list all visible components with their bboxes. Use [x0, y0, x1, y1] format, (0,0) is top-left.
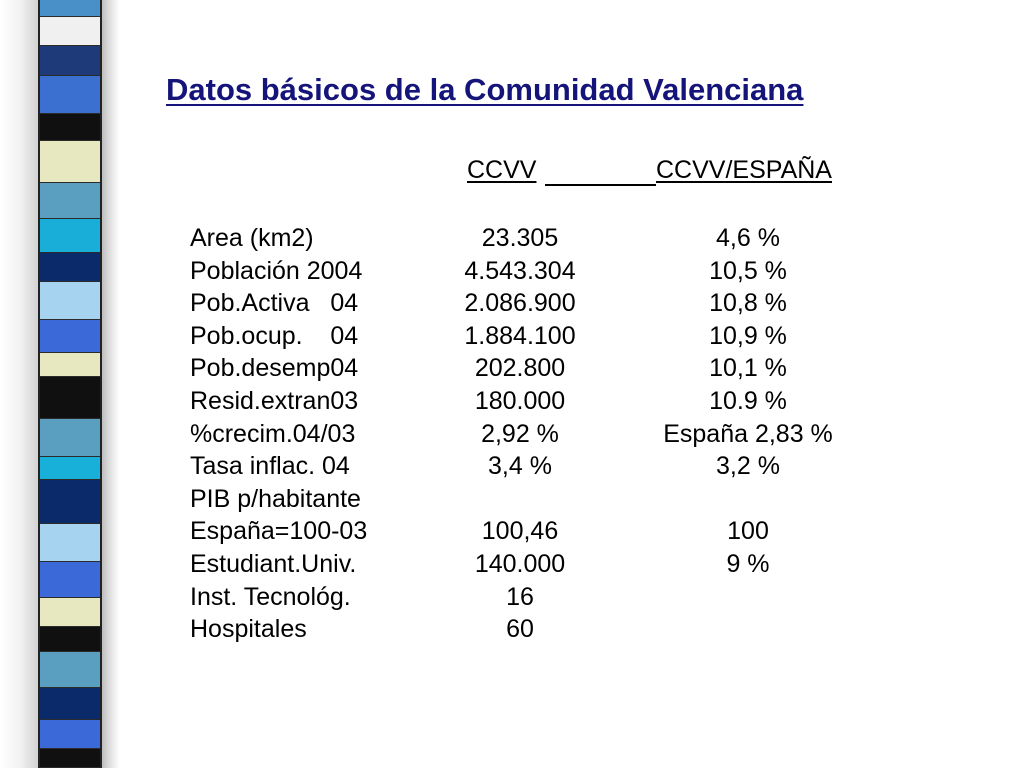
- strip-block: [40, 46, 100, 77]
- table-row: [190, 613, 910, 646]
- table-row: [190, 483, 910, 516]
- strip-block: [40, 720, 100, 749]
- strip-block: [40, 219, 100, 253]
- table-row: [190, 222, 910, 255]
- strip-block: [40, 114, 100, 141]
- strip-block: [40, 749, 100, 768]
- strip-block: [40, 627, 100, 652]
- table-row: [190, 287, 910, 320]
- table-row: [190, 450, 910, 483]
- table-row: [190, 581, 910, 614]
- column-header-ccvv-espana: CCVV/ESPAÑA: [656, 156, 832, 184]
- row-label: Inst. Tecnológ.: [190, 582, 351, 611]
- row-label: Tasa inflac. 04: [190, 452, 350, 481]
- slide-title: Datos básicos de la Comunidad Valenciana: [166, 72, 804, 107]
- row-label: Población 2004: [190, 256, 363, 285]
- ccvv-espana-value: 10,5 %: [709, 256, 787, 285]
- table-row: [190, 385, 910, 418]
- table-row: [190, 548, 910, 581]
- data-table: [190, 222, 910, 646]
- ccvv-value: 4.543.304: [464, 256, 576, 285]
- row-label: España=100-03: [190, 517, 368, 546]
- table-row: [190, 320, 910, 353]
- ccvv-value: 16: [506, 582, 534, 611]
- strip-block: [40, 282, 100, 320]
- ccvv-value: 1.884.100: [464, 321, 576, 350]
- strip-block: [40, 480, 100, 524]
- row-label: %crecim.04/03: [190, 419, 356, 448]
- strip-block: [40, 320, 100, 352]
- ccvv-espana-value: 9 %: [726, 549, 770, 578]
- ccvv-value: 180.000: [474, 386, 566, 415]
- table-row: [190, 515, 910, 548]
- ccvv-espana-value: 10,8 %: [709, 289, 787, 318]
- ccvv-espana-value: 10.9 %: [709, 386, 787, 415]
- row-label: Pob.Activa 04: [190, 289, 359, 318]
- row-label: Hospitales: [190, 615, 307, 644]
- strip-block: [40, 688, 100, 720]
- strip-block: [40, 457, 100, 480]
- table-row: [190, 418, 910, 451]
- ccvv-value: 60: [506, 615, 534, 644]
- strip-block: [40, 598, 100, 627]
- ccvv-value: 3,4 %: [488, 452, 552, 481]
- strip-block: [40, 76, 100, 114]
- strip-block: [40, 524, 100, 562]
- ccvv-espana-value: 10,9 %: [709, 321, 787, 350]
- strip-block: [40, 0, 100, 17]
- ccvv-value: 140.000: [474, 549, 566, 578]
- ccvv-espana-value: 10,1 %: [709, 354, 787, 383]
- row-label: Pob.ocup. 04: [190, 321, 359, 350]
- row-label: Estudiant.Univ.: [190, 549, 357, 578]
- row-label: PIB p/habitante: [190, 484, 361, 513]
- row-label: Resid.extran03: [190, 386, 359, 415]
- row-label: Pob.desemp04: [190, 354, 359, 383]
- table-row: [190, 255, 910, 288]
- ccvv-value: 100,46: [481, 517, 559, 546]
- decorative-side-strip: [38, 0, 102, 768]
- ccvv-espana-value: España 2,83 %: [663, 419, 833, 448]
- strip-block: [40, 353, 100, 378]
- strip-block: [40, 419, 100, 457]
- strip-block: [40, 562, 100, 598]
- column-header-ccvv: CCVV: [467, 156, 537, 184]
- strip-block: [40, 17, 100, 46]
- strip-block: [40, 652, 100, 688]
- ccvv-espana-value: 3,2 %: [716, 452, 780, 481]
- ccvv-value: 202.800: [474, 354, 566, 383]
- ccvv-value: 23.305: [481, 224, 559, 252]
- strip-block: [40, 183, 100, 219]
- ccvv-espana-value: 100: [727, 517, 769, 546]
- ccvv-value: 2.086.900: [464, 289, 576, 318]
- row-label: Area (km2): [190, 224, 314, 252]
- strip-block: [40, 253, 100, 282]
- table-row: [190, 352, 910, 385]
- ccvv-value: 2,92 %: [481, 419, 559, 448]
- ccvv-espana-value: 4,6 %: [716, 224, 780, 252]
- strip-block: [40, 141, 100, 183]
- strip-block: [40, 377, 100, 419]
- header-underline: [545, 184, 656, 186]
